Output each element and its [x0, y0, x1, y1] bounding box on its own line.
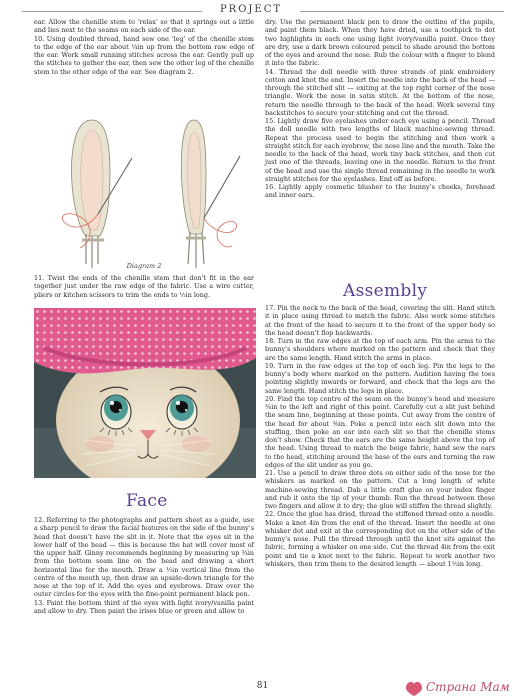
header-title: PROJECT: [219, 4, 283, 15]
paragraph: 16. Lightly apply cosmetic blusher to the bunny’s cheeks, forehead and inner ears.: [265, 183, 495, 200]
site-watermark-logo: [400, 674, 520, 698]
paragraph: 12. Referring to the photographs and pattern sheet as a guide, use a sharp pencil to draw the facial features on the side of the bunny’s head that doesn’t have the slit in it. Note that the eyes sit in the lower half of the head — this is because the hat will cover most of the upper half. Ginny recommends beginning by measuring up ¾in from the bottom seam line on the head and drawing a short horizontal line for the mouth. Draw a ½in vertical line from the centre of the mouth up, then draw an upside-down triangle for the nose at the top of it. Add the eyes and eyebrows. Draw over the outer circles for the eyes with the fine-point permanent black pen.: [34, 516, 254, 599]
left-intro-text: [34, 18, 254, 76]
right-intro-text: [265, 18, 495, 200]
face-heading: Face: [126, 491, 168, 511]
bunny-eye-left: [101, 395, 131, 429]
assembly-instructions: [265, 304, 495, 568]
paragraph: 17. Pin the neck to the back of the head, covering the slit. Hand stitch it in place using thread to match the fabric. Also work some stitches at the front of the head to secure it to the front of the upper body so the head doesn’t flop backwards.: [265, 304, 495, 337]
paragraph: 15. Lightly draw five eyelashes under each eye using a pencil. Thread the doll needle with two lengths of black machine-sewing thread. Repeat the process used to begin the stitching and then work a straight stitch for each eyebrow, the nose line and the mouth. Take the needle to the back of the head, work tiny back stitches, and then cut just one of the threads, leaving one in the needle. Return to the front of the head and use the single thread remaining in the needle to work straight stitches for the eyelashes. End off as before.: [265, 117, 495, 183]
paragraph: 11. Twist the ends of the chenille stem that don’t fit in the ear together just under the raw edge of the fabric. Use a wire cutter, pliers or kitchen scissors to trim the ends to ½in long.: [34, 274, 254, 299]
paragraph: ear. Allow the chenille stem to ‘relax’ so that it springs out a little and lies next to the seams on each side of the ear.: [34, 18, 254, 35]
face-instructions: [34, 516, 254, 615]
assembly-heading: Assembly: [343, 281, 428, 301]
bunny-eye-right: [167, 395, 197, 429]
diagram-2-illustration: [34, 114, 254, 270]
watermark-text: Страна Мам: [426, 680, 510, 694]
paragraph: 13. Paint the bottom third of the eyes with light ivory/vanilla paint and allow to dry. Then paint the irises blue or green and allow to: [34, 598, 254, 615]
diagram-caption: Diagram 2: [126, 262, 162, 270]
page-number: 81: [256, 681, 269, 691]
left-step-11-text: [34, 274, 254, 299]
bunny-face-photo: [34, 308, 256, 478]
paragraph: 14. Thread the doll needle with three strands of pink embroidery cotton and knot the end. Insert the needle into the back of the head — through the stitched slit — exiting at the top right corner of the nose triangle. Work the nose in satin stitch. At the bottom of the nose, return the needle through to the back of the head. Work several tiny backstitches to secure your stitching and cut the thread.: [265, 67, 495, 117]
ear-illustration-right: [181, 120, 206, 268]
paragraph: 18. Turn in the raw edges at the top of each arm. Pin the arms to the bunny’s shoulders where marked on the pattern and check that they are the same length. Hand stitch the arms in place.: [265, 337, 495, 362]
paragraph: 10. Using doubled thread, hand sew one ‘leg’ of the chenille stem to the edge of the ear about ¼in up from the bottom raw edge of the ear. Work small running stitches across the ear. Gently pull up the stitches to gather the ear, then sew the other leg of the chenille stem to the other edge of the ear. See diagram 2.: [34, 34, 254, 76]
header-rule-right: [300, 11, 504, 12]
paragraph: 22. Once the glue has dried, thread the stiffened thread onto a needle. Make a knot 4in from the end of the thread. Insert the needle at one whisker dot and exit at the corresponding dot on the other side of the bunny’s nose. Pull the thread through until the knot sits against the fabric, forming a whisker on one side. Cut the thread 4in from the exit point and tie a knot next to the fabric. Repeat to work another two whiskers, then trim them to the desired length — about 1½in long.: [265, 510, 495, 568]
paragraph: 19. Turn in the raw edges at the top of each leg. Pin the legs to the bunny’s body where marked on the pattern. Audition having the toes pointing slightly inwards or forward, and check that the legs are the same length. Hand stitch the legs in place.: [265, 361, 495, 395]
paragraph: 21. Use a pencil to draw three dots on either side of the nose for the whiskers as marked on the pattern. Cut a long length of white machine-sewing thread. Dab a little craft glue on your index finger and rub it onto the tip of your thumb. Run the thread between these two fingers and allow it to dry; the glue will stiffen the thread slightly.: [265, 469, 495, 510]
paragraph: dry. Use the permanent black pen to draw the outline of the pupils, and paint them black. When they have dried, use a toothpick to dot two highlights in each one using light ivory/vanilla paint. Once they are dry, use a dark brown coloured pencil to shade around the bottom of the eyes and around the nose. Rub the colour with a finger to blend it into the fabric.: [265, 18, 495, 68]
header-rule-left: [22, 11, 202, 12]
ear-illustration-left: [72, 120, 110, 268]
paragraph: 20. Find the top centre of the seam on the bunny’s head and measure ⅜in to the left and right of this point. Carefully cut a slit just behind the seam line, beginning at these points. Cut away from the centre of the head for about ⅜in. Poke a pencil into each slit down into the stuffing, then poke an ear into each slit so that the chenille stems don’t show. Check that the ears are the same height above the top of the head. Using thread to match the beige fabric, hand sew the ears to the head, stitching around the base of the ears and turning the raw edges of the slit under as you go.: [265, 394, 495, 469]
